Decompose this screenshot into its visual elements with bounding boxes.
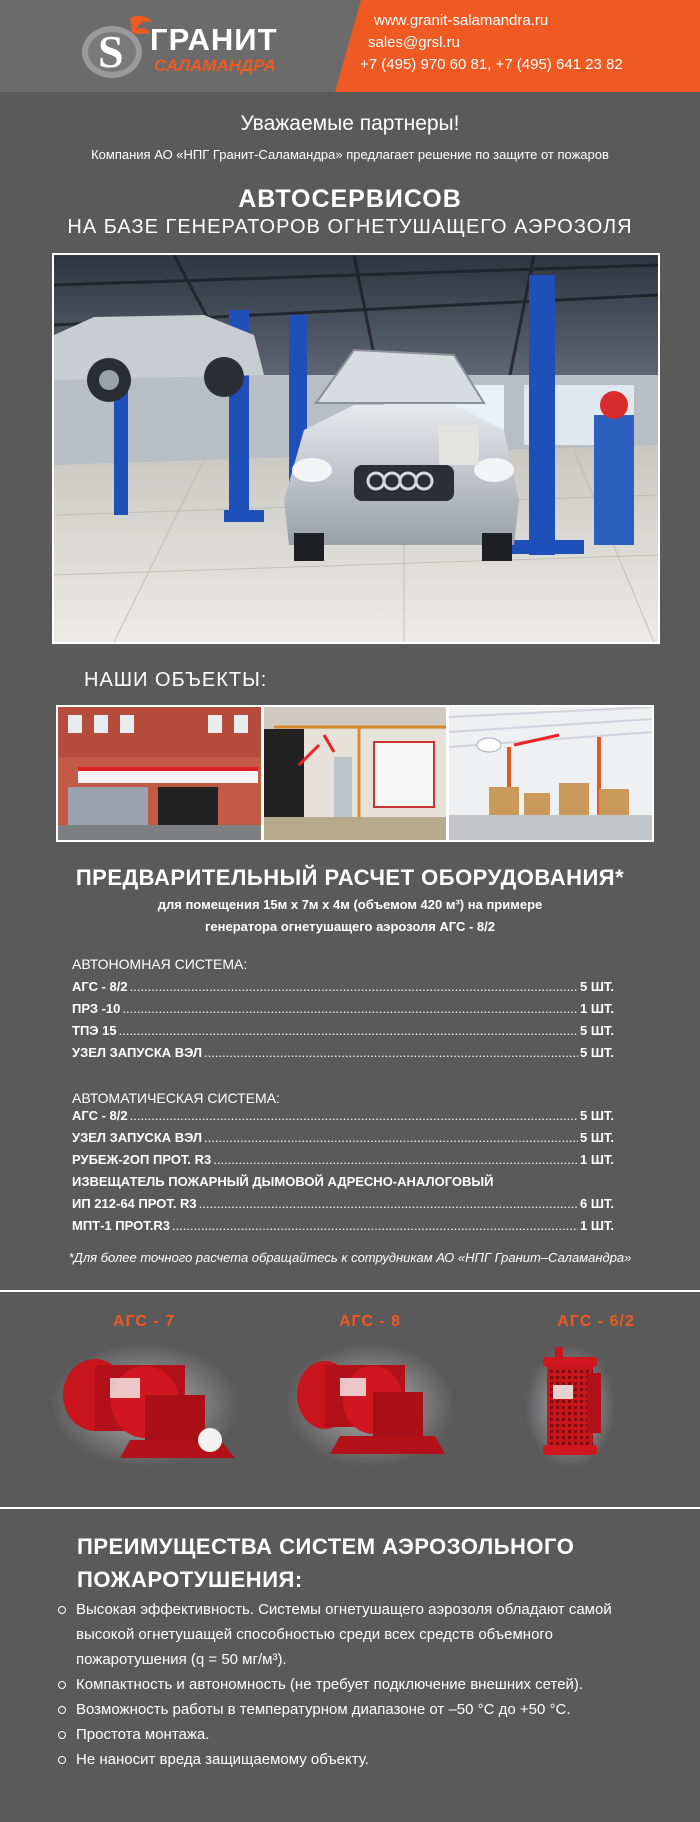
calculation-subtitle-line1: для помещения 15м х 7м х 4м (объемом 420 м³) на примере [157,897,543,912]
spec-row: УЗЕЛ ЗАПУСКА ВЭЛ ..... 5 ШТ. [72,1130,614,1152]
advantage-item [58,1697,678,1722]
automatic-system-spec [72,1090,614,1240]
corridor-illustration [264,707,445,840]
advantage-text: Возможность работы в температурном диапазоне от –50 °С до +50 °С. [76,1701,571,1718]
product-ags-7[interactable] [34,1313,254,1331]
object-photo-warehouse[interactable] [449,707,652,840]
building-illustration [58,707,261,840]
advantages-title-line2: ПОЖАРОТУШЕНИЯ: [77,1567,303,1592]
detector-description: ИЗВЕЩАТЕЛЬ ПОЖАРНЫЙ ДЫМОВОЙ АДРЕСНО-АНАЛОГОВЫЙ [72,1174,494,1189]
objects-title: НАШИ ОБЪЕКТЫ: [84,669,268,691]
advantages-title [77,1530,574,1596]
product-label: АГС - 8 [338,1313,402,1330]
spec-heading: АВТОМАТИЧЕСКАЯ СИСТЕМА: [72,1090,280,1106]
objects-gallery [56,705,654,842]
intro-text: Компания АО «НПГ Гранит-Саламандра» предлагает решение по защите от пожаров [91,147,609,162]
page-subtitle: НА БАЗЕ ГЕНЕРАТОРОВ ОГНЕТУШАЩЕГО АЭРОЗОЛЯ [67,216,633,238]
advantage-item [58,1597,678,1672]
ags-6-2-generator-image [525,1345,615,1470]
advantage-text: Компактность и автономность (не требует подключение внешних сетей). [76,1676,584,1693]
warehouse-illustration [449,707,652,840]
spec-heading: АВТОНОМНАЯ СИСТЕМА: [72,956,248,972]
divider [0,1290,700,1292]
advantage-item [58,1722,678,1747]
spec-row: УЗЕЛ ЗАПУСКА ВЭЛ ..... 5 ШТ. [72,1045,614,1067]
advantage-text: Простота монтажа. [76,1726,210,1743]
logo-subtitle: САЛАМАНДРА [154,56,276,75]
spec-row: РУБЕЖ-2ОП ПРОТ. R3 ..... 1 ШТ. [72,1152,614,1174]
bullet-circle-icon [58,1681,66,1689]
email-link[interactable]: sales@grsl.ru [368,34,460,51]
logo-flame-s-icon [78,12,154,82]
website-link[interactable]: www.granit-salamandra.ru [374,12,549,29]
greeting: Уважаемые партнеры! [240,112,460,135]
ags-8-generator-image [285,1340,455,1470]
calculation-subtitle-line2: генератора огнетушащего аэрозоля АГС - 8/2 [205,919,495,934]
calculation-title: ПРЕДВАРИТЕЛЬНЫЙ РАСЧЕТ ОБОРУДОВАНИЯ* [75,865,625,890]
calculation-note: *Для более точного расчета обращайтесь к сотрудникам АО «НПГ Гранит–Саламандра» [68,1250,632,1265]
product-label: АГС - 7 [112,1313,176,1330]
spec-row: АГС - 8/2 ..... 5 ШТ. [72,1108,614,1130]
company-logo[interactable] [78,12,298,82]
logo-title: ГРАНИТ [150,22,278,57]
spec-row: АГС - 8/2 ..... 5 ШТ. [72,979,614,1001]
autonomous-system-spec [72,956,614,1067]
hero-photo-car-service [52,253,660,644]
bullet-circle-icon [58,1731,66,1739]
object-photo-building[interactable] [58,707,261,840]
bullet-circle-icon [58,1756,66,1764]
spec-row: ТПЭ 15 ..... 5 ШТ. [72,1023,614,1045]
product-ags-6-2[interactable] [486,1313,700,1331]
advantage-item [58,1672,678,1697]
phone-numbers[interactable]: +7 (495) 970 60 81, +7 (495) 641 23 82 [360,56,623,73]
advantage-text: Высокая эффективность. Системы огнетушащего аэрозоля обладают самой высокой огнетушащей способностью среди всех средств объемного пожаротушения (q = 50 мг/м³). [76,1601,612,1668]
garage-illustration [54,255,658,642]
advantage-item [58,1747,678,1772]
object-photo-corridor[interactable] [264,707,445,840]
spec-row: ИП 212-64 ПРОТ. R3 ..... 6 ШТ. [72,1196,614,1218]
advantages-title-line1: ПРЕИМУЩЕСТВА СИСТЕМ АЭРОЗОЛЬНОГО [77,1534,575,1559]
ags-7-generator-image [50,1340,240,1470]
svg-text:S: S [98,26,124,77]
divider [0,1507,700,1509]
bullet-circle-icon [58,1706,66,1714]
bullet-circle-icon [58,1606,66,1614]
product-ags-8[interactable] [260,1313,480,1331]
advantages-list [58,1597,678,1772]
page-title: АВТОСЕРВИСОВ [238,185,462,213]
contacts [360,10,623,76]
product-label: АГС - 6/2 [557,1313,635,1330]
spec-row: МПТ-1 ПРОТ.R3 ..... 1 ШТ. [72,1218,614,1240]
spec-row: ПРЗ -10 ..... 1 ШТ. [72,1001,614,1023]
advantage-text: Не наносит вреда защищаемому объекту. [76,1751,369,1768]
